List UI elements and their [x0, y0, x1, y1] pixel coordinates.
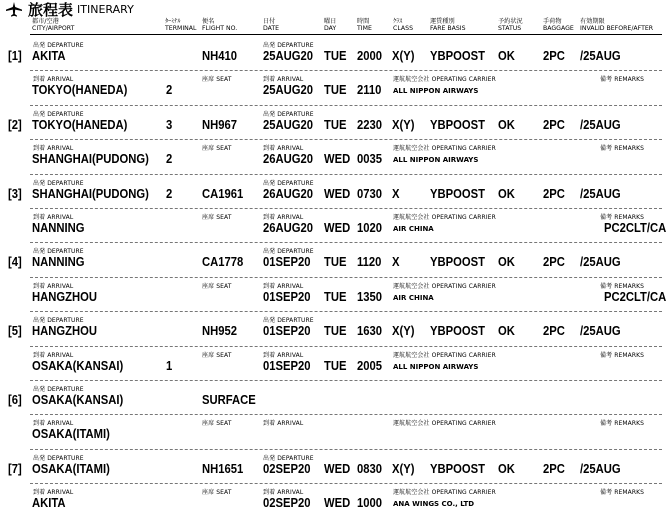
arrival-day: TUE [324, 289, 347, 304]
arrival-time: 2110 [357, 83, 382, 98]
row-separator [30, 105, 662, 106]
plane-icon [4, 1, 24, 17]
booking-class: X(Y) [392, 324, 415, 339]
remarks: PC2CLT/CA [604, 221, 667, 235]
departure-label: 出発 DEPARTURE [263, 454, 314, 462]
arrival-label: 到着 ARRIVAL [263, 145, 304, 153]
row-separator [30, 208, 662, 209]
arrival-date: 26AUG20 [263, 152, 314, 167]
arrival-label: 到着 ARRIVAL [33, 282, 74, 290]
departure-date: 01SEP20 [263, 324, 311, 339]
departure-city: OSAKA(ITAMI) [32, 461, 110, 476]
fare-basis: YBPOOST [430, 117, 486, 132]
arrival-city: NANNING [32, 221, 85, 235]
baggage-allowance: 2PC [543, 49, 565, 63]
flight-number: NH1651 [202, 461, 244, 476]
baggage-allowance: 2PC [543, 461, 565, 476]
segment-number: [7] [8, 461, 22, 476]
arrival-city: SHANGHAI(PUDONG) [32, 152, 149, 167]
departure-city: OSAKA(KANSAI) [32, 393, 124, 407]
row-separator [30, 311, 662, 312]
fare-basis: YBPOOST [430, 255, 486, 270]
fare-basis: YBPOOST [430, 461, 486, 476]
baggage-allowance: 2PC [543, 117, 565, 132]
departure-day: WED [324, 461, 351, 476]
row-separator [30, 414, 662, 415]
remarks-label: 備考 REMARKS [600, 214, 645, 221]
operating-carrier-label: 運航航空会社 OPERATING CARRIER [393, 214, 496, 221]
segment-number: [1] [8, 49, 22, 63]
header-divider [30, 34, 662, 35]
title-en: ITINERARY [77, 2, 134, 16]
arrival-label: 到着 ARRIVAL [33, 489, 74, 497]
departure-time: 0730 [357, 186, 383, 201]
row-separator [30, 277, 662, 278]
arrival-date: 01SEP20 [263, 289, 311, 304]
arrival-date: 02SEP20 [263, 496, 311, 511]
departure-label: 出発 DEPARTURE [263, 317, 314, 325]
departure-time: 0830 [357, 461, 383, 476]
header-status: 予約状況 STATUS [498, 18, 523, 33]
itinerary-title [4, 0, 134, 18]
departure-date: 01SEP20 [263, 255, 311, 270]
departure-time: 2000 [357, 49, 383, 63]
fare-basis: YBPOOST [430, 324, 486, 339]
booking-class: X(Y) [392, 117, 415, 132]
segment-number: [4] [8, 255, 22, 270]
fare-basis: YBPOOST [430, 49, 486, 63]
departure-day: TUE [324, 117, 347, 132]
departure-day: WED [324, 186, 351, 201]
operating-carrier: ANA WINGS CO., LTD [393, 500, 475, 509]
operating-carrier-label: 運航航空会社 OPERATING CARRIER [393, 282, 496, 290]
booking-status: OK [498, 117, 515, 132]
row-separator [30, 380, 662, 381]
departure-date: 25AUG20 [263, 117, 314, 132]
validity: /25AUG [580, 324, 621, 339]
segment-number: [3] [8, 186, 22, 201]
validity: /25AUG [580, 117, 621, 132]
arrival-city: TOKYO(HANEDA) [32, 83, 128, 98]
arrival-label: 到着 ARRIVAL [33, 145, 74, 153]
flight-number: NH967 [202, 117, 238, 132]
departure-city: SHANGHAI(PUDONG) [32, 186, 149, 201]
flight-number: NH952 [202, 324, 238, 339]
validity: /25AUG [580, 186, 621, 201]
arrival-city: OSAKA(KANSAI) [32, 358, 124, 373]
booking-status: OK [498, 186, 515, 201]
booking-status: OK [498, 49, 515, 63]
departure-label: 出発 DEPARTURE [33, 386, 84, 393]
row-separator [30, 139, 662, 140]
departure-label: 出発 DEPARTURE [263, 110, 314, 118]
departure-label: 出発 DEPARTURE [33, 42, 84, 49]
row-separator [30, 70, 662, 71]
booking-class: X(Y) [392, 49, 415, 63]
row-separator [30, 242, 662, 243]
seat-label: 座席 SEAT [202, 214, 232, 221]
departure-city: AKITA [32, 49, 66, 63]
arrival-label: 到着 ARRIVAL [263, 489, 304, 497]
seat-label: 座席 SEAT [202, 489, 232, 497]
operating-carrier-label: 運航航空会社 OPERATING CARRIER [393, 76, 496, 84]
remarks-label: 備考 REMARKS [600, 351, 645, 359]
arrival-label: 到着 ARRIVAL [263, 282, 304, 290]
validity: /25AUG [580, 49, 621, 63]
booking-class: X [392, 186, 400, 201]
arrival-terminal: 2 [166, 83, 173, 98]
operating-carrier-label: 運航航空会社 OPERATING CARRIER [393, 351, 496, 359]
arrival-label: 到着 ARRIVAL [263, 76, 304, 84]
departure-label: 出発 DEPARTURE [33, 248, 84, 256]
flight-number: CA1778 [202, 255, 244, 270]
header-day: 曜日 DAY [324, 18, 337, 33]
arrival-label: 到着 ARRIVAL [263, 351, 304, 359]
arrival-day: TUE [324, 83, 347, 98]
departure-city: HANGZHOU [32, 324, 97, 339]
header-valid: 有効期限 INVALID BEFORE/AFTER [580, 18, 654, 33]
header-terminal: ﾀｰﾐﾅﾙ TERMINAL [165, 18, 197, 33]
arrival-label: 到着 ARRIVAL [33, 351, 74, 359]
header-date: 日付 DATE [263, 18, 280, 33]
baggage-allowance: 2PC [543, 324, 565, 339]
header-class: ｸﾗｽ CLASS [393, 18, 413, 33]
title-jp: 旅程表 [28, 0, 74, 19]
operating-carrier-label: 運航航空会社 OPERATING CARRIER [393, 420, 496, 428]
departure-label: 出発 DEPARTURE [33, 110, 84, 118]
remarks-label: 備考 REMARKS [600, 489, 645, 497]
arrival-time: 1000 [357, 496, 383, 511]
departure-label: 出発 DEPARTURE [33, 454, 84, 462]
header-flight: 便名 FLIGHT NO. [202, 18, 238, 33]
validity: /25AUG [580, 255, 621, 270]
seat-label: 座席 SEAT [202, 145, 232, 153]
remarks-label: 備考 REMARKS [600, 420, 645, 428]
departure-day: TUE [324, 255, 347, 270]
seat-label: 座席 SEAT [202, 76, 232, 84]
operating-carrier-label: 運航航空会社 OPERATING CARRIER [393, 489, 496, 497]
baggage-allowance: 2PC [543, 255, 565, 270]
arrival-date: 25AUG20 [263, 83, 314, 98]
arrival-time: 1350 [357, 289, 383, 304]
departure-label: 出発 DEPARTURE [263, 248, 314, 256]
booking-status: OK [498, 255, 515, 270]
departure-day: TUE [324, 324, 347, 339]
booking-class: X(Y) [392, 461, 415, 476]
arrival-time: 0035 [357, 152, 383, 167]
arrival-day: WED [324, 152, 351, 167]
segment-number: [6] [8, 393, 22, 407]
seat-label: 座席 SEAT [202, 420, 232, 428]
arrival-label: 到着 ARRIVAL [33, 214, 74, 221]
fare-basis: YBPOOST [430, 186, 486, 201]
validity: /25AUG [580, 461, 621, 476]
baggage-allowance: 2PC [543, 186, 565, 201]
departure-date: 25AUG20 [263, 49, 314, 63]
arrival-city: AKITA [32, 496, 66, 511]
arrival-day: TUE [324, 358, 347, 373]
arrival-time: 2005 [357, 358, 383, 373]
booking-status: OK [498, 324, 515, 339]
remarks: PC2CLT/CA [604, 289, 667, 304]
arrival-time: 1020 [357, 221, 383, 235]
arrival-city: HANGZHOU [32, 289, 97, 304]
departure-terminal: 3 [166, 117, 173, 132]
departure-label: 出発 DEPARTURE [263, 179, 314, 187]
departure-day: TUE [324, 49, 347, 63]
flight-number: NH410 [202, 49, 238, 63]
departure-date: 02SEP20 [263, 461, 311, 476]
row-separator [30, 449, 662, 450]
arrival-terminal: 2 [166, 152, 173, 167]
arrival-label: 到着 ARRIVAL [263, 214, 304, 221]
row-separator [30, 483, 662, 484]
arrival-label: 到着 ARRIVAL [263, 420, 304, 428]
booking-status: OK [498, 461, 515, 476]
arrival-day: WED [324, 221, 351, 235]
operating-carrier: ALL NIPPON AIRWAYS [393, 156, 479, 165]
arrival-day: WED [324, 496, 351, 511]
departure-city: TOKYO(HANEDA) [32, 117, 128, 132]
arrival-label: 到着 ARRIVAL [33, 76, 74, 84]
departure-date: 26AUG20 [263, 186, 314, 201]
arrival-date: 01SEP20 [263, 358, 311, 373]
arrival-terminal: 1 [166, 358, 173, 373]
arrival-city: OSAKA(ITAMI) [32, 427, 110, 442]
segment-number: [5] [8, 324, 22, 339]
departure-time: 1630 [357, 324, 383, 339]
booking-class: X [392, 255, 400, 270]
departure-time: 1120 [357, 255, 382, 270]
arrival-date: 26AUG20 [263, 221, 314, 235]
operating-carrier: ALL NIPPON AIRWAYS [393, 362, 479, 371]
operating-carrier: AIR CHINA [393, 225, 434, 233]
departure-label: 出発 DEPARTURE [33, 317, 84, 325]
operating-carrier-label: 運航航空会社 OPERATING CARRIER [393, 145, 496, 153]
row-separator [30, 346, 662, 347]
remarks-label: 備考 REMARKS [600, 282, 645, 290]
row-separator [30, 174, 662, 175]
header-fare: 運賃種別 FARE BASIS [430, 18, 466, 33]
remarks-label: 備考 REMARKS [600, 145, 645, 153]
seat-label: 座席 SEAT [202, 282, 232, 290]
seat-label: 座席 SEAT [202, 351, 232, 359]
header-time: 時間 TIME [357, 18, 372, 33]
departure-terminal: 2 [166, 186, 173, 201]
flight-number: SURFACE [202, 393, 256, 407]
departure-city: NANNING [32, 255, 85, 270]
operating-carrier: AIR CHINA [393, 293, 434, 302]
arrival-label: 到着 ARRIVAL [33, 420, 74, 428]
header-city: 都市/空港 CITY/AIRPORT [32, 18, 75, 33]
departure-label: 出発 DEPARTURE [33, 179, 84, 187]
header-baggage: 手荷物 BAGGAGE [543, 18, 574, 33]
departure-label: 出発 DEPARTURE [263, 42, 314, 49]
operating-carrier: ALL NIPPON AIRWAYS [393, 87, 479, 96]
flight-number: CA1961 [202, 186, 244, 201]
remarks-label: 備考 REMARKS [600, 76, 645, 84]
departure-time: 2230 [357, 117, 383, 132]
segment-number: [2] [8, 117, 22, 132]
